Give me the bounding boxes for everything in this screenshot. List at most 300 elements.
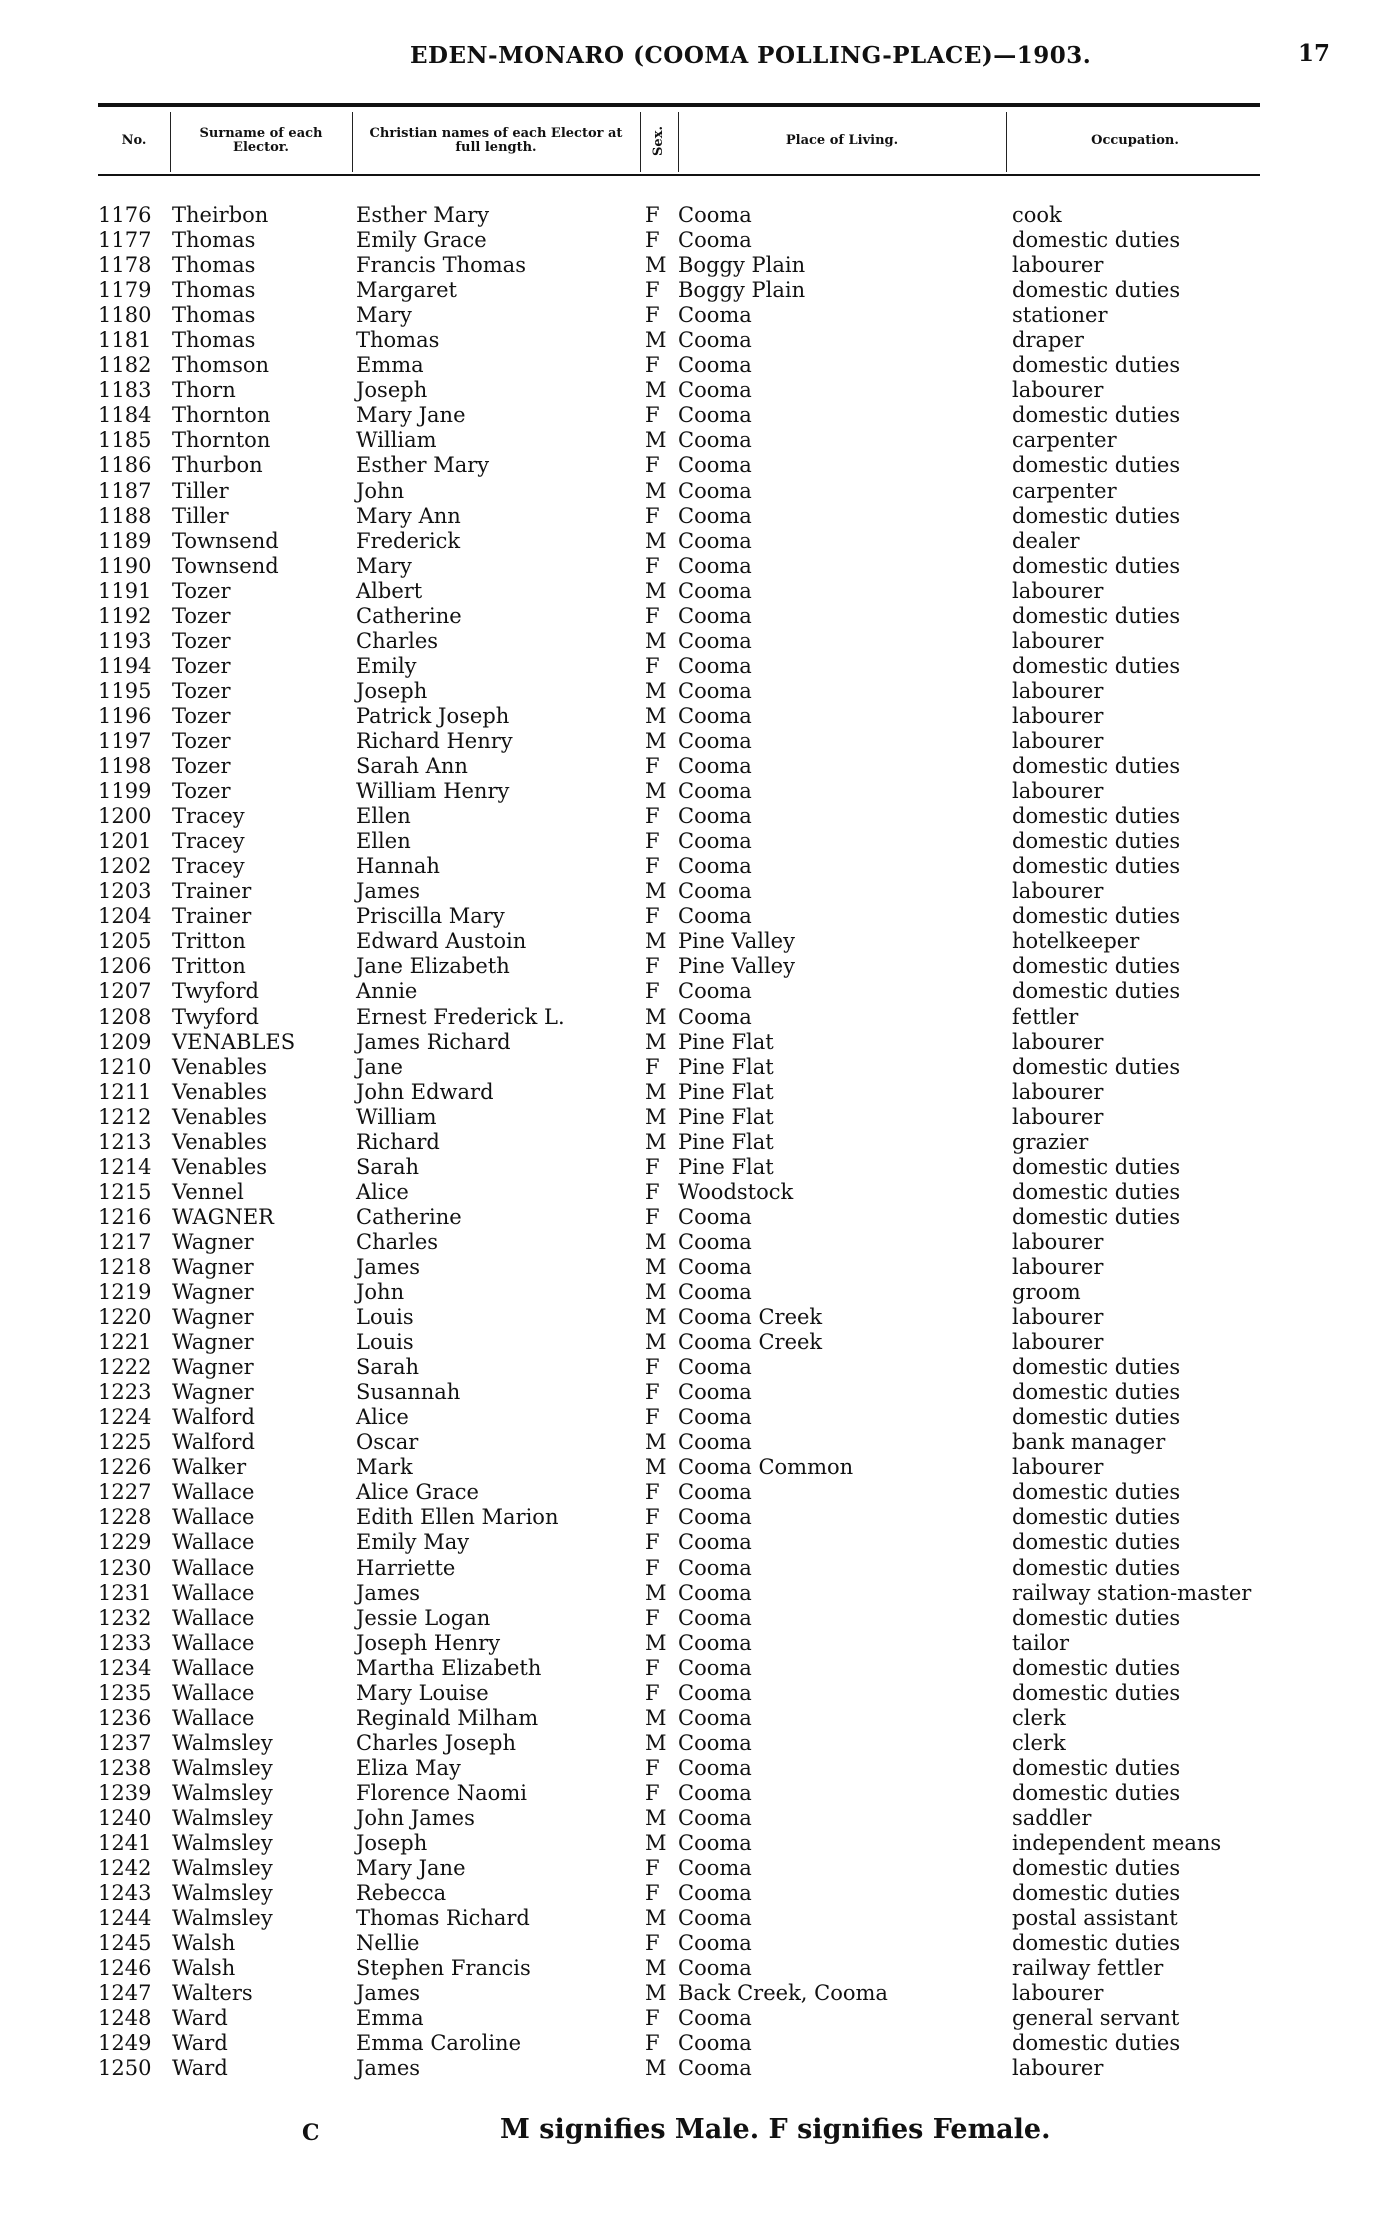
elector-christian-names: Esther Mary xyxy=(356,453,490,478)
table-row xyxy=(0,1756,1382,1781)
elector-surname: Walters xyxy=(172,1981,253,2006)
elector-surname: Wagner xyxy=(172,1254,254,1279)
table-row xyxy=(0,1505,1382,1530)
elector-occupation: domestic duties xyxy=(1012,1680,1181,1705)
elector-sex: M xyxy=(645,1430,667,1455)
table-row xyxy=(0,954,1382,979)
table-row xyxy=(0,428,1382,453)
elector-christian-names: Ellen xyxy=(356,829,411,854)
elector-occupation: clerk xyxy=(1012,1705,1066,1730)
elector-surname: Venables xyxy=(172,1154,268,1179)
elector-surname: Wallace xyxy=(172,1705,255,1730)
elector-place: Cooma xyxy=(678,728,752,753)
elector-occupation: domestic duties xyxy=(1012,754,1181,779)
table-row xyxy=(0,879,1382,904)
elector-sex: M xyxy=(645,1280,667,1305)
table-row xyxy=(0,1155,1382,1180)
elector-sex: F xyxy=(645,1605,660,1630)
elector-place: Cooma xyxy=(678,1355,752,1380)
elector-christian-names: Edith Ellen Marion xyxy=(356,1505,559,1530)
elector-surname: Tritton xyxy=(172,929,246,954)
elector-place: Cooma xyxy=(678,303,752,328)
elector-place: Cooma xyxy=(678,1505,752,1530)
elector-place: Pine Flat xyxy=(678,1129,774,1154)
elector-sex: F xyxy=(645,228,660,253)
elector-christian-names: Albert xyxy=(356,578,423,603)
elector-place: Cooma Creek xyxy=(678,1330,823,1355)
elector-place: Cooma xyxy=(678,1530,752,1555)
elector-sex: F xyxy=(645,203,660,227)
elector-number: 1223 xyxy=(98,1380,152,1405)
elector-place: Cooma xyxy=(678,678,752,703)
table-row xyxy=(0,1731,1382,1756)
elector-place: Cooma xyxy=(678,1881,752,1906)
elector-number: 1210 xyxy=(98,1054,152,1079)
elector-christian-names: Sarah xyxy=(356,1154,419,1179)
table-row xyxy=(0,1205,1382,1230)
elector-sex: F xyxy=(645,553,660,578)
elector-number: 1234 xyxy=(98,1655,152,1680)
elector-occupation: carpenter xyxy=(1012,428,1117,453)
elector-occupation: clerk xyxy=(1012,1730,1066,1755)
elector-surname: Thorn xyxy=(172,378,236,403)
elector-surname: Walsh xyxy=(172,1956,236,1981)
elector-christian-names: James xyxy=(356,2056,421,2081)
elector-surname: Walmsley xyxy=(172,1806,273,1830)
elector-surname: Tritton xyxy=(172,954,246,979)
elector-christian-names: Frederick xyxy=(356,528,461,553)
elector-occupation: labourer xyxy=(1012,2056,1104,2081)
table-row xyxy=(0,1355,1382,1380)
elector-number: 1182 xyxy=(98,353,152,378)
header-bottom-rule xyxy=(98,174,1260,176)
elector-number: 1220 xyxy=(98,1305,152,1330)
elector-occupation: labourer xyxy=(1012,1455,1104,1480)
elector-sex: M xyxy=(645,678,667,703)
elector-number: 1176 xyxy=(98,203,152,227)
elector-place: Pine Valley xyxy=(678,954,795,979)
elector-christian-names: Mary Louise xyxy=(356,1680,489,1705)
table-row xyxy=(0,579,1382,604)
elector-surname: Wallace xyxy=(172,1630,255,1655)
elector-place: Cooma xyxy=(678,979,752,1004)
elector-number: 1203 xyxy=(98,879,152,904)
elector-occupation: tailor xyxy=(1012,1630,1070,1655)
elector-number: 1240 xyxy=(98,1806,152,1830)
footer-mark: C xyxy=(302,2120,320,2146)
elector-sex: F xyxy=(645,829,660,854)
elector-sex: F xyxy=(645,1680,660,1705)
elector-surname: Thurbon xyxy=(172,453,263,478)
elector-surname: Tozer xyxy=(172,703,231,728)
elector-place: Cooma xyxy=(678,503,752,528)
elector-occupation: labourer xyxy=(1012,1029,1104,1054)
elector-occupation: domestic duties xyxy=(1012,278,1181,303)
elector-sex: M xyxy=(645,1004,667,1029)
elector-number: 1238 xyxy=(98,1755,152,1780)
elector-number: 1189 xyxy=(98,528,152,553)
sex-legend: M signifies Male. F signifies Female. xyxy=(500,2114,1051,2145)
table-row xyxy=(0,1656,1382,1681)
top-rule xyxy=(98,103,1260,107)
elector-place: Cooma xyxy=(678,378,752,403)
elector-christian-names: Louis xyxy=(356,1330,414,1355)
elector-sex: M xyxy=(645,253,667,278)
elector-sex: F xyxy=(645,503,660,528)
table-row xyxy=(0,1455,1382,1480)
table-row xyxy=(0,779,1382,804)
elector-surname: Tiller xyxy=(172,503,229,528)
elector-occupation: domestic duties xyxy=(1012,453,1181,478)
elector-number: 1207 xyxy=(98,979,152,1004)
elector-sex: F xyxy=(645,278,660,303)
elector-occupation: labourer xyxy=(1012,1254,1104,1279)
col-header-christian: Christian names of each Elector at full length. xyxy=(369,126,623,155)
elector-place: Cooma xyxy=(678,1630,752,1655)
elector-number: 1217 xyxy=(98,1229,152,1254)
elector-christian-names: Joseph Henry xyxy=(356,1630,501,1655)
elector-place: Cooma Common xyxy=(678,1455,854,1480)
elector-place: Cooma xyxy=(678,1956,752,1981)
elector-number: 1221 xyxy=(98,1330,152,1355)
column-headers xyxy=(98,110,1260,172)
elector-occupation: domestic duties xyxy=(1012,1755,1181,1780)
elector-christian-names: Charles xyxy=(356,628,439,653)
elector-sex: M xyxy=(645,578,667,603)
elector-christian-names: Louis xyxy=(356,1305,414,1330)
elector-occupation: domestic duties xyxy=(1012,954,1181,979)
elector-sex: M xyxy=(645,1806,667,1830)
elector-sex: M xyxy=(645,1630,667,1655)
table-row xyxy=(0,1530,1382,1555)
table-row xyxy=(0,629,1382,654)
elector-surname: Tracey xyxy=(172,804,245,829)
table-row xyxy=(0,1005,1382,1030)
elector-sex: M xyxy=(645,1981,667,2006)
elector-surname: Tozer xyxy=(172,653,231,678)
elector-sex: F xyxy=(645,954,660,979)
elector-place: Cooma xyxy=(678,754,752,779)
elector-surname: Tozer xyxy=(172,779,231,804)
elector-number: 1193 xyxy=(98,628,152,653)
elector-sex: M xyxy=(645,328,667,353)
elector-sex: M xyxy=(645,1305,667,1330)
elector-number: 1225 xyxy=(98,1430,152,1455)
table-row xyxy=(0,1055,1382,1080)
elector-number: 1184 xyxy=(98,403,152,428)
elector-christian-names: Jessie Logan xyxy=(356,1605,491,1630)
table-row xyxy=(0,1280,1382,1305)
elector-number: 1219 xyxy=(98,1280,152,1305)
elector-sex: F xyxy=(645,403,660,428)
table-row xyxy=(0,679,1382,704)
elector-occupation: saddler xyxy=(1012,1806,1092,1830)
elector-sex: M xyxy=(645,779,667,804)
elector-occupation: domestic duties xyxy=(1012,1204,1181,1229)
elector-occupation: draper xyxy=(1012,328,1084,353)
elector-surname: Wagner xyxy=(172,1229,254,1254)
elector-sex: M xyxy=(645,728,667,753)
elector-surname: Thomas xyxy=(172,278,256,303)
footer xyxy=(0,2114,1382,2150)
elector-number: 1233 xyxy=(98,1630,152,1655)
elector-sex: F xyxy=(645,1480,660,1505)
elector-sex: F xyxy=(645,1931,660,1956)
elector-place: Cooma xyxy=(678,603,752,628)
elector-number: 1237 xyxy=(98,1730,152,1755)
elector-occupation: domestic duties xyxy=(1012,1655,1181,1680)
elector-place: Cooma xyxy=(678,1380,752,1405)
table-row xyxy=(0,278,1382,303)
elector-christian-names: Nellie xyxy=(356,1931,420,1956)
elector-sex: F xyxy=(645,1355,660,1380)
elector-christian-names: William xyxy=(356,428,437,453)
table-row xyxy=(0,1806,1382,1831)
elector-surname: Tozer xyxy=(172,578,231,603)
elector-place: Cooma xyxy=(678,904,752,929)
table-row xyxy=(0,1581,1382,1606)
elector-christian-names: Rebecca xyxy=(356,1881,447,1906)
table-row xyxy=(0,1681,1382,1706)
electors-table xyxy=(0,203,1382,2082)
elector-occupation: labourer xyxy=(1012,1079,1104,1104)
elector-sex: M xyxy=(645,879,667,904)
elector-surname: Wallace xyxy=(172,1605,255,1630)
elector-surname: Walmsley xyxy=(172,1906,273,1931)
elector-surname: Thomas xyxy=(172,303,256,328)
elector-occupation: domestic duties xyxy=(1012,403,1181,428)
table-row xyxy=(0,1881,1382,1906)
table-row xyxy=(0,1305,1382,1330)
elector-place: Woodstock xyxy=(678,1179,794,1204)
table-row xyxy=(0,829,1382,854)
elector-number: 1209 xyxy=(98,1029,152,1054)
elector-number: 1196 xyxy=(98,703,152,728)
elector-christian-names: Susannah xyxy=(356,1380,461,1405)
elector-number: 1249 xyxy=(98,2031,152,2056)
elector-christian-names: Alice Grace xyxy=(356,1480,479,1505)
elector-place: Cooma xyxy=(678,1655,752,1680)
elector-christian-names: Catherine xyxy=(356,603,462,628)
elector-place: Cooma xyxy=(678,703,752,728)
table-row xyxy=(0,1255,1382,1280)
elector-number: 1222 xyxy=(98,1355,152,1380)
table-row xyxy=(0,453,1382,478)
page-title: EDEN-MONARO (COOMA POLLING-PLACE)—1903. xyxy=(410,42,1092,69)
table-row xyxy=(0,253,1382,278)
elector-place: Cooma xyxy=(678,1229,752,1254)
elector-sex: F xyxy=(645,1380,660,1405)
elector-surname: Trainer xyxy=(172,904,252,929)
elector-sex: M xyxy=(645,528,667,553)
elector-number: 1191 xyxy=(98,578,152,603)
elector-number: 1195 xyxy=(98,678,152,703)
elector-place: Cooma xyxy=(678,1856,752,1881)
elector-sex: F xyxy=(645,353,660,378)
elector-christian-names: William xyxy=(356,1104,437,1129)
table-row xyxy=(0,804,1382,829)
elector-sex: F xyxy=(645,2031,660,2056)
elector-surname: Thomas xyxy=(172,228,256,253)
elector-christian-names: Charles Joseph xyxy=(356,1730,516,1755)
elector-place: Cooma xyxy=(678,779,752,804)
elector-christian-names: William Henry xyxy=(356,779,510,804)
elector-place: Pine Flat xyxy=(678,1079,774,1104)
elector-number: 1244 xyxy=(98,1906,152,1931)
elector-sex: M xyxy=(645,703,667,728)
elector-surname: Twyford xyxy=(172,979,259,1004)
elector-occupation: carpenter xyxy=(1012,478,1117,503)
table-row xyxy=(0,1480,1382,1505)
elector-sex: M xyxy=(645,428,667,453)
elector-sex: F xyxy=(645,854,660,879)
elector-number: 1208 xyxy=(98,1004,152,1029)
elector-sex: F xyxy=(645,1054,660,1079)
elector-place: Cooma xyxy=(678,578,752,603)
elector-number: 1228 xyxy=(98,1505,152,1530)
elector-place: Cooma xyxy=(678,1730,752,1755)
elector-christian-names: Martha Elizabeth xyxy=(356,1655,542,1680)
elector-surname: Ward xyxy=(172,2056,228,2081)
table-row xyxy=(0,704,1382,729)
elector-christian-names: Hannah xyxy=(356,854,440,879)
elector-place: Cooma xyxy=(678,1204,752,1229)
elector-sex: M xyxy=(645,1956,667,1981)
elector-number: 1232 xyxy=(98,1605,152,1630)
elector-number: 1213 xyxy=(98,1129,152,1154)
elector-christian-names: Eliza May xyxy=(356,1755,461,1780)
elector-occupation: labourer xyxy=(1012,1330,1104,1355)
elector-number: 1200 xyxy=(98,804,152,829)
elector-occupation: domestic duties xyxy=(1012,854,1181,879)
elector-christian-names: Charles xyxy=(356,1229,439,1254)
elector-surname: Thornton xyxy=(172,428,271,453)
elector-sex: M xyxy=(645,2056,667,2081)
elector-occupation: labourer xyxy=(1012,1229,1104,1254)
col-divider xyxy=(352,112,353,172)
elector-place: Cooma xyxy=(678,478,752,503)
elector-surname: Tozer xyxy=(172,728,231,753)
table-row xyxy=(0,1706,1382,1731)
elector-christian-names: Sarah Ann xyxy=(356,754,468,779)
elector-occupation: domestic duties xyxy=(1012,1179,1181,1204)
elector-christian-names: Oscar xyxy=(356,1430,419,1455)
elector-surname: Tozer xyxy=(172,603,231,628)
elector-place: Cooma xyxy=(678,203,752,227)
elector-number: 1245 xyxy=(98,1931,152,1956)
elector-occupation: domestic duties xyxy=(1012,1380,1181,1405)
elector-surname: Thomas xyxy=(172,253,256,278)
elector-christian-names: Patrick Joseph xyxy=(356,703,510,728)
table-row xyxy=(0,729,1382,754)
elector-number: 1197 xyxy=(98,728,152,753)
col-header-sex: Sex. xyxy=(651,126,666,156)
elector-place: Cooma xyxy=(678,2031,752,2056)
elector-surname: Walmsley xyxy=(172,1831,273,1856)
elector-place: Cooma xyxy=(678,1755,752,1780)
elector-surname: Wallace xyxy=(172,1580,255,1605)
elector-number: 1190 xyxy=(98,553,152,578)
elector-occupation: domestic duties xyxy=(1012,1480,1181,1505)
elector-surname: Venables xyxy=(172,1054,268,1079)
elector-place: Cooma xyxy=(678,1254,752,1279)
elector-christian-names: James xyxy=(356,879,421,904)
elector-number: 1227 xyxy=(98,1480,152,1505)
elector-surname: Wagner xyxy=(172,1380,254,1405)
table-row xyxy=(0,1430,1382,1455)
elector-place: Cooma xyxy=(678,829,752,854)
table-row xyxy=(0,2006,1382,2031)
elector-place: Cooma xyxy=(678,1906,752,1931)
col-divider xyxy=(640,112,641,172)
elector-place: Cooma xyxy=(678,1680,752,1705)
elector-christian-names: Edward Austoin xyxy=(356,929,527,954)
elector-surname: Townsend xyxy=(172,553,279,578)
elector-christian-names: Sarah xyxy=(356,1355,419,1380)
elector-number: 1248 xyxy=(98,2006,152,2031)
elector-sex: F xyxy=(645,1154,660,1179)
elector-place: Cooma xyxy=(678,1405,752,1430)
table-row xyxy=(0,1380,1382,1405)
table-row xyxy=(0,1781,1382,1806)
elector-christian-names: Jane Elizabeth xyxy=(356,954,510,979)
elector-sex: F xyxy=(645,1856,660,1881)
elector-christian-names: Thomas Richard xyxy=(356,1906,530,1931)
elector-place: Cooma xyxy=(678,1605,752,1630)
elector-occupation: domestic duties xyxy=(1012,804,1181,829)
elector-number: 1206 xyxy=(98,954,152,979)
elector-surname: Thornton xyxy=(172,403,271,428)
elector-occupation: domestic duties xyxy=(1012,653,1181,678)
elector-sex: F xyxy=(645,1405,660,1430)
elector-surname: Trainer xyxy=(172,879,252,904)
elector-place: Cooma xyxy=(678,353,752,378)
elector-surname: Wagner xyxy=(172,1305,254,1330)
elector-christian-names: Mark xyxy=(356,1455,413,1480)
elector-surname: Vennel xyxy=(172,1179,244,1204)
elector-surname: Tozer xyxy=(172,754,231,779)
col-header-place: Place of Living. xyxy=(785,133,899,148)
elector-place: Pine Flat xyxy=(678,1029,774,1054)
elector-place: Pine Flat xyxy=(678,1154,774,1179)
elector-place: Cooma xyxy=(678,879,752,904)
col-divider xyxy=(1006,112,1007,172)
table-row xyxy=(0,754,1382,779)
elector-occupation: domestic duties xyxy=(1012,829,1181,854)
elector-number: 1247 xyxy=(98,1981,152,2006)
table-row xyxy=(0,1831,1382,1856)
elector-christian-names: Mary Ann xyxy=(356,503,461,528)
table-row xyxy=(0,328,1382,353)
elector-christian-names: James xyxy=(356,1981,421,2006)
elector-occupation: labourer xyxy=(1012,628,1104,653)
elector-sex: F xyxy=(645,979,660,1004)
elector-place: Cooma xyxy=(678,1780,752,1805)
table-row xyxy=(0,1556,1382,1581)
table-row xyxy=(0,1330,1382,1355)
table-row xyxy=(0,303,1382,328)
elector-sex: M xyxy=(645,378,667,403)
elector-number: 1236 xyxy=(98,1705,152,1730)
elector-surname: Ward xyxy=(172,2006,228,2031)
elector-surname: Tracey xyxy=(172,829,245,854)
elector-place: Cooma xyxy=(678,628,752,653)
elector-occupation: domestic duties xyxy=(1012,1605,1181,1630)
elector-place: Cooma xyxy=(678,1555,752,1580)
elector-surname: Tozer xyxy=(172,628,231,653)
elector-occupation: domestic duties xyxy=(1012,1555,1181,1580)
table-row xyxy=(0,378,1382,403)
